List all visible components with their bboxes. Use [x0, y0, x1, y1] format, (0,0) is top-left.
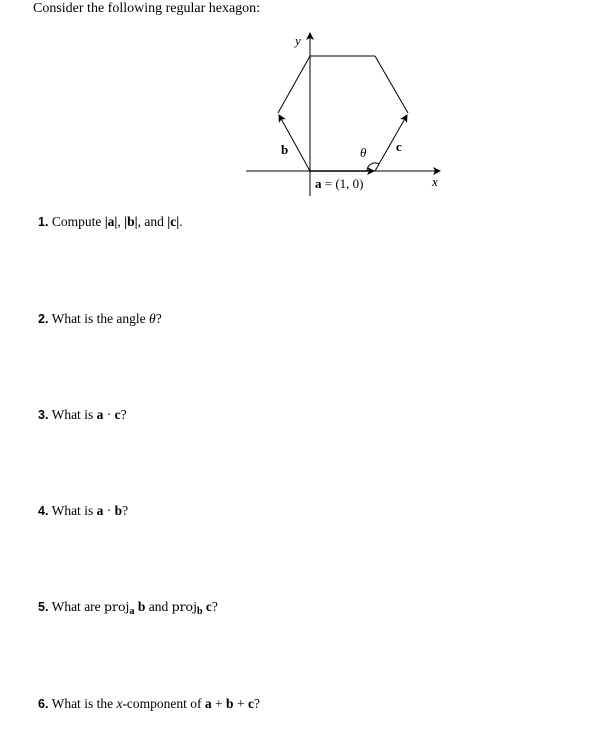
question-number: 4. — [38, 504, 49, 518]
theta-label: θ — [360, 145, 367, 160]
question-number: 1. — [38, 215, 49, 229]
question-6: 6. What is the x-component of a + b + c? — [38, 696, 260, 711]
y-axis-label: y — [295, 33, 301, 48]
question-number: 2. — [38, 312, 49, 326]
intro-text: Consider the following regular hexagon: — [33, 1, 261, 16]
x-axis-label: x — [432, 174, 438, 189]
question-number: 3. — [38, 408, 49, 422]
question-number: 5. — [38, 600, 49, 614]
vector-b-label: b — [281, 142, 289, 157]
question-number: 6. — [38, 697, 49, 711]
hexagon-edge-upper-right — [375, 56, 408, 113]
question-3: 3. What is a · c? — [38, 407, 127, 422]
vector-c-label: c — [396, 139, 402, 154]
vector-c-arrow — [375, 115, 407, 171]
vector-a-label: a = (1, 0) — [315, 176, 364, 191]
hexagon-edge-upper-left — [278, 56, 310, 113]
question-4: 4. What is a · b? — [38, 503, 129, 518]
hexagon-figure — [0, 0, 608, 210]
question-5: 5. What are proj$_a$ b and proj$_b$ c? — [38, 599, 218, 617]
question-1: 1. Compute |a|, |b|, and |c|. — [38, 214, 183, 229]
question-2: 2. What is the angle θ? — [38, 311, 162, 326]
